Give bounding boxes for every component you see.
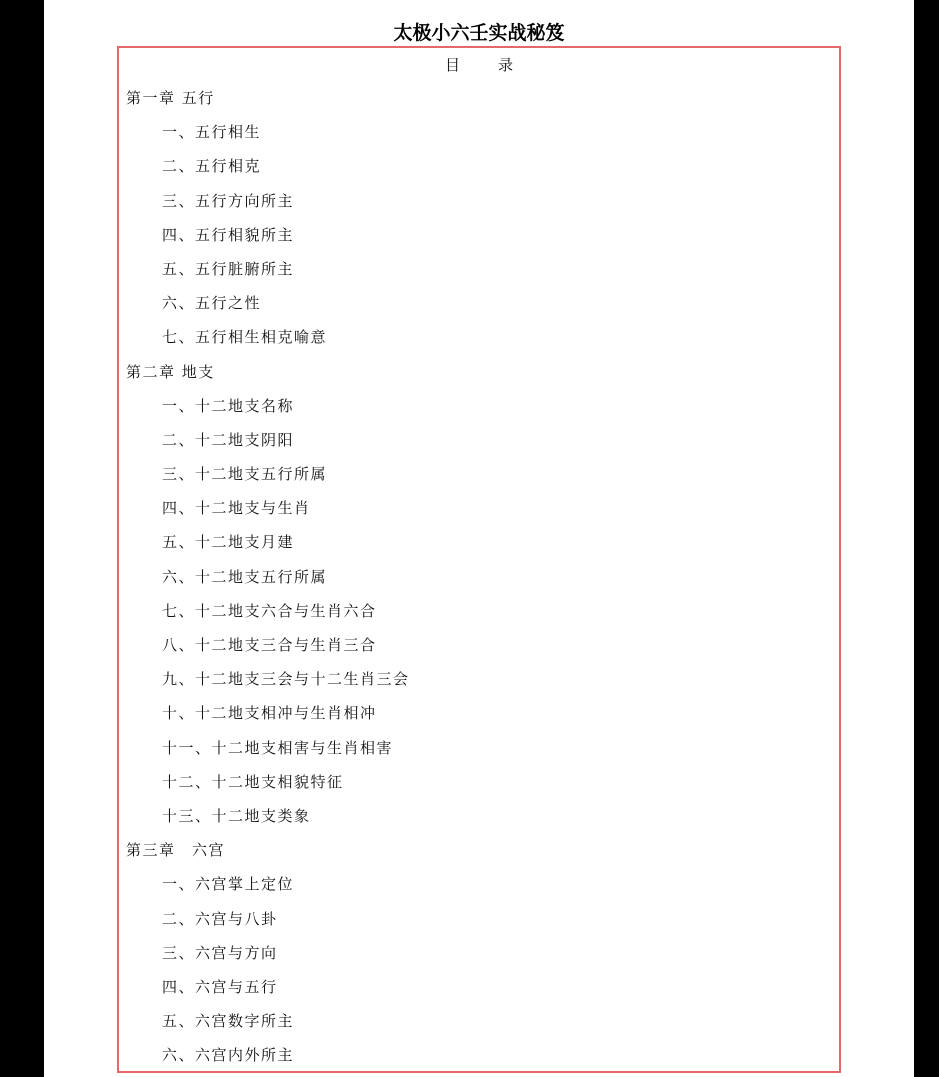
toc-section: 五、十二地支月建 xyxy=(162,533,295,552)
toc-section: 五、六宫数字所主 xyxy=(162,1012,295,1031)
toc-section: 七、五行相生相克喻意 xyxy=(162,328,328,347)
toc-section: 六、五行之性 xyxy=(162,294,262,313)
toc-section: 七、十二地支六合与生肖六合 xyxy=(162,601,377,620)
toc-chapter: 第一章 五行 xyxy=(126,89,215,107)
document-page xyxy=(44,0,914,1077)
toc-section: 三、十二地支五行所属 xyxy=(162,465,328,484)
toc-section: 六、六宫内外所主 xyxy=(162,1046,295,1065)
toc-section: 五、五行脏腑所主 xyxy=(162,259,295,278)
toc-section: 四、六宫与五行 xyxy=(162,977,278,996)
toc-section: 二、五行相克 xyxy=(162,157,262,176)
toc-chapter: 第二章 地支 xyxy=(126,362,215,381)
toc-section: 一、五行相生 xyxy=(162,123,262,142)
toc-heading: 目录 xyxy=(444,56,551,74)
document-title: 太极小六壬实战秘笈 xyxy=(393,22,565,44)
toc-chapter: 第三章 六宫 xyxy=(126,841,226,860)
toc-section: 十、十二地支相冲与生肖相冲 xyxy=(162,704,377,723)
toc-section: 九、十二地支三会与十二生肖三会 xyxy=(162,670,410,689)
toc-section: 一、十二地支名称 xyxy=(162,396,295,415)
toc-section: 三、五行方向所主 xyxy=(162,191,295,210)
toc-section: 十三、十二地支类象 xyxy=(162,806,311,825)
toc-section: 十一、十二地支相害与生肖相害 xyxy=(162,738,394,757)
toc-section: 三、六宫与方向 xyxy=(162,943,278,962)
toc-section: 一、六宫掌上定位 xyxy=(162,875,295,894)
toc-list xyxy=(126,85,839,1076)
toc-section: 二、六宫与八卦 xyxy=(162,909,278,928)
toc-section: 八、十二地支三合与生肖三合 xyxy=(162,636,377,654)
toc-section: 十二、十二地支相貌特征 xyxy=(162,772,344,791)
toc-section: 四、十二地支与生肖 xyxy=(162,499,311,518)
toc-highlight-box xyxy=(117,46,841,1073)
toc-section: 四、五行相貌所主 xyxy=(162,225,295,244)
toc-section: 六、十二地支五行所属 xyxy=(162,567,328,586)
toc-section: 二、十二地支阴阳 xyxy=(162,430,295,449)
